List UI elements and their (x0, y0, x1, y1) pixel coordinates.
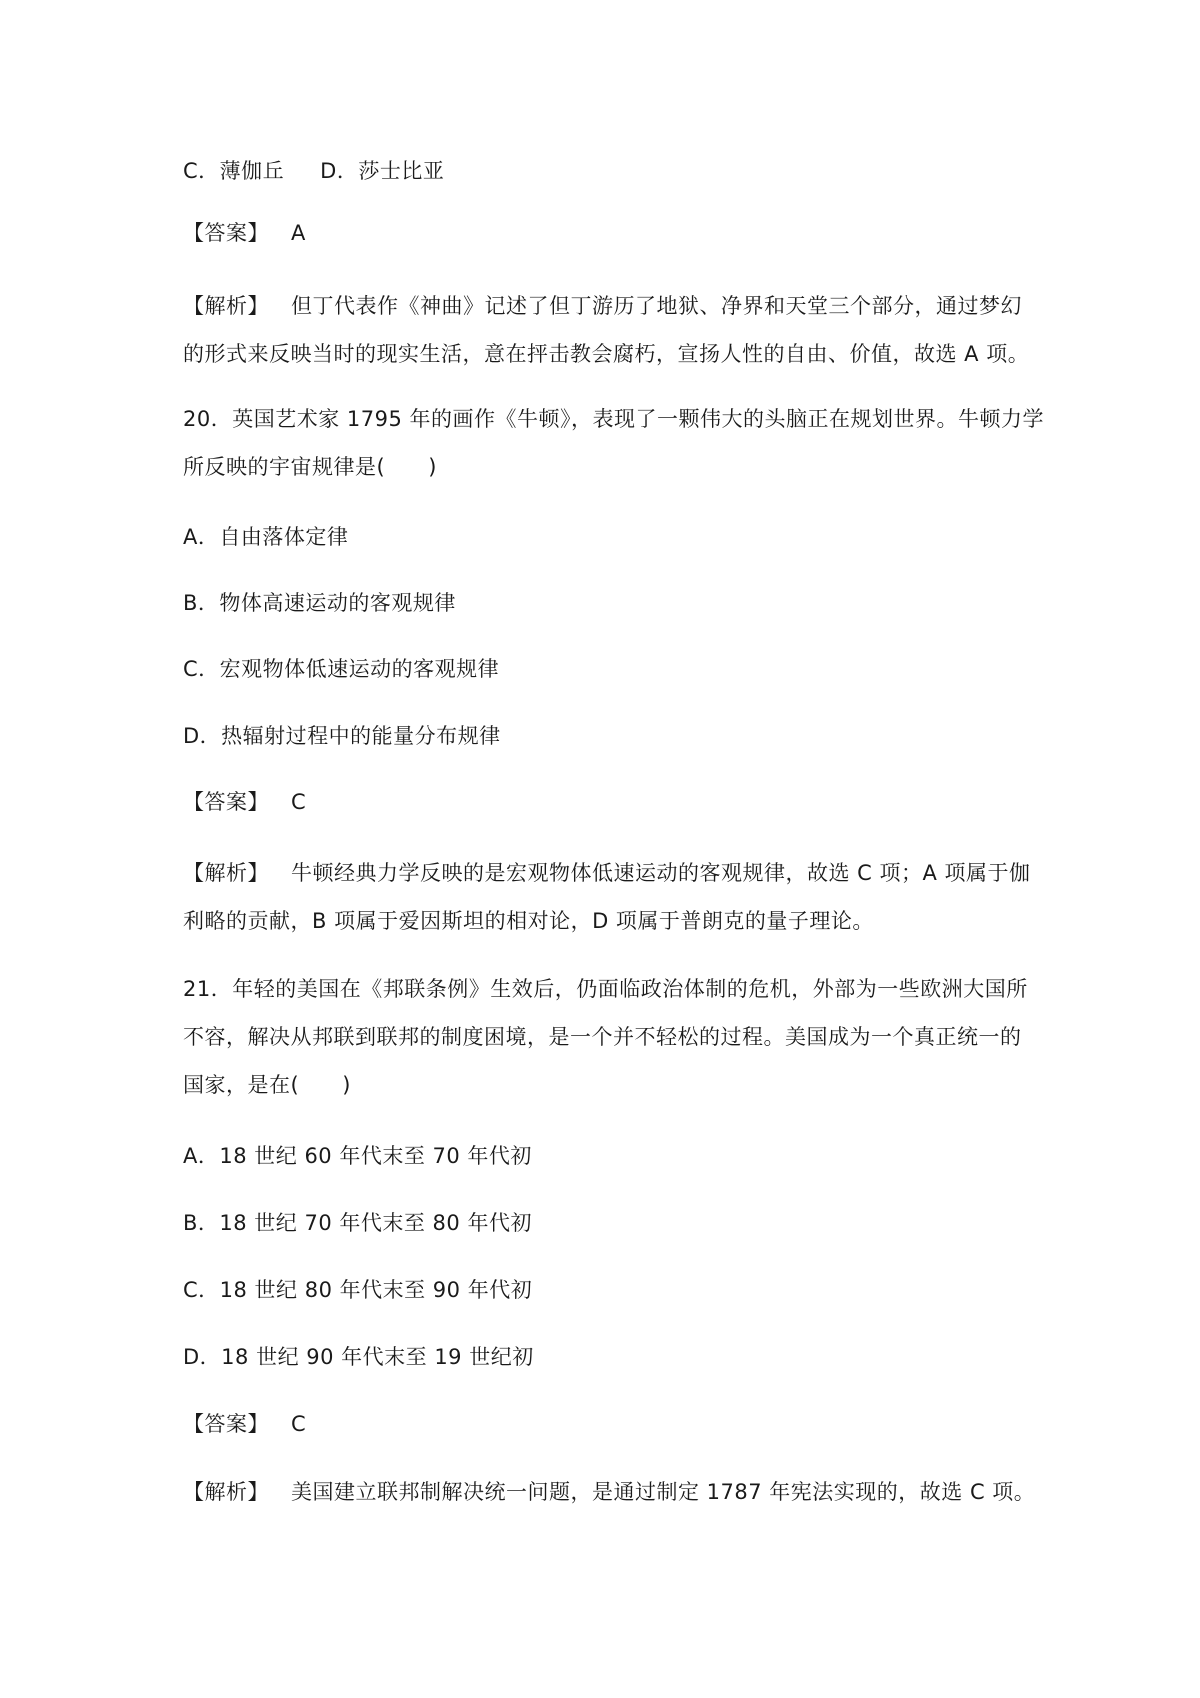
q21-option-b: B．18 世纪 70 年代末至 80 年代初 (183, 1211, 532, 1235)
q20-option-c: C．宏观物体低速运动的客观规律 (183, 657, 500, 681)
q19-option-d: D．莎士比亚 (320, 159, 445, 183)
answer-value: C (291, 790, 307, 814)
q20-option-b: B．物体高速运动的客观规律 (183, 591, 456, 615)
answer-tag: 【答案】 (183, 221, 269, 245)
q20-option-a: A．自由落体定律 (183, 525, 349, 549)
q19-option-c: C．薄伽丘 (183, 159, 285, 183)
q20-option-d: D．热辐射过程中的能量分布规律 (183, 724, 501, 748)
analysis-tag: 【解析】 (183, 1480, 269, 1504)
q21-answer (183, 1409, 1043, 1439)
q21-analysis-line1 (183, 1477, 1043, 1507)
analysis-text: 但丁代表作《神曲》记述了但丁游历了地狱、净界和天堂三个部分，通过梦幻 (291, 294, 1022, 318)
q20-analysis-line2: 利略的贡献，B 项属于爱因斯坦的相对论，D 项属于普朗克的量子理论。 (183, 909, 874, 933)
analysis-text: 美国建立联邦制解决统一问题，是通过制定 1787 年宪法实现的，故选 C 项。 (291, 1480, 1036, 1504)
q21-stem-line2: 不容，解决从邦联到联邦的制度困境，是一个并不轻松的过程。美国成为一个真正统一的 (183, 1025, 1022, 1049)
analysis-tag: 【解析】 (183, 294, 269, 318)
answer-tag: 【答案】 (183, 790, 269, 814)
q21-option-c: C．18 世纪 80 年代末至 90 年代初 (183, 1278, 533, 1302)
q21-stem-line1: 21．年轻的美国在《邦联条例》生效后，仍面临政治体制的危机，外部为一些欧洲大国所 (183, 977, 1028, 1001)
q19-analysis-line1 (183, 291, 1043, 321)
analysis-tag: 【解析】 (183, 861, 269, 885)
q21-stem-line3: 国家，是在( ) (183, 1073, 351, 1097)
q19-options-cd (183, 156, 1043, 186)
q19-answer (183, 218, 1043, 248)
answer-value: C (291, 1412, 307, 1436)
q21-option-d: D．18 世纪 90 年代末至 19 世纪初 (183, 1345, 534, 1369)
q20-analysis-line1 (183, 858, 1043, 888)
answer-tag: 【答案】 (183, 1412, 269, 1436)
analysis-text: 牛顿经典力学反映的是宏观物体低速运动的客观规律，故选 C 项；A 项属于伽 (291, 861, 1031, 885)
q19-analysis-line2: 的形式来反映当时的现实生活，意在抨击教会腐朽，宣扬人性的自由、价值，故选 A 项。 (183, 342, 1030, 366)
q20-answer (183, 787, 1043, 817)
q20-stem-line2: 所反映的宇宙规律是( ) (183, 455, 437, 479)
q20-stem-line1: 20．英国艺术家 1795 年的画作《牛顿》，表现了一颗伟大的头脑正在规划世界。牛顿力学 (183, 407, 1045, 431)
answer-value: A (291, 221, 306, 245)
q21-option-a: A．18 世纪 60 年代末至 70 年代初 (183, 1144, 532, 1168)
